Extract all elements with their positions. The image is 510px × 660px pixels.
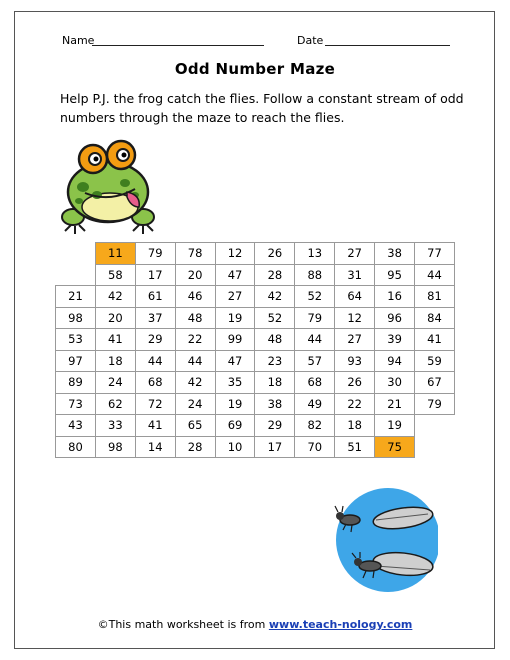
maze-cell: 98 xyxy=(95,436,135,458)
maze-cell: 19 xyxy=(375,415,415,437)
maze-cell: 68 xyxy=(295,372,335,394)
maze-cell: 88 xyxy=(295,264,335,286)
teachnology-link[interactable]: www.teach-nology.com xyxy=(268,618,413,631)
maze-cell: 24 xyxy=(95,372,135,394)
maze-cell: 13 xyxy=(295,243,335,265)
maze-cell: 27 xyxy=(335,329,375,351)
maze-cell: 47 xyxy=(215,350,255,372)
maze-cell: 61 xyxy=(135,286,175,308)
date-field-line[interactable] xyxy=(325,45,450,46)
maze-cell: 52 xyxy=(295,286,335,308)
maze-row xyxy=(56,264,455,286)
maze-cell: 44 xyxy=(295,329,335,351)
maze-cell: 43 xyxy=(56,415,96,437)
maze-cell: 48 xyxy=(255,329,295,351)
maze-cell: 22 xyxy=(175,329,215,351)
frog-icon xyxy=(55,137,165,237)
maze-cell: 18 xyxy=(335,415,375,437)
maze-cell: 96 xyxy=(375,307,415,329)
maze-cell: 26 xyxy=(335,372,375,394)
maze-cell: 22 xyxy=(335,393,375,415)
flies-icon xyxy=(328,484,438,599)
maze-cell: 33 xyxy=(95,415,135,437)
maze-cell: 99 xyxy=(215,329,255,351)
maze-cell: 62 xyxy=(95,393,135,415)
maze-cell: 30 xyxy=(375,372,415,394)
maze-cell: 16 xyxy=(375,286,415,308)
maze-cell: 75 xyxy=(375,436,415,458)
maze-cell xyxy=(415,436,455,458)
maze-cell: 47 xyxy=(215,264,255,286)
maze-cell: 42 xyxy=(255,286,295,308)
maze-cell: 17 xyxy=(255,436,295,458)
maze-cell: 12 xyxy=(215,243,255,265)
maze-cell: 18 xyxy=(255,372,295,394)
maze-cell: 26 xyxy=(255,243,295,265)
maze-cell xyxy=(56,243,96,265)
maze-cell: 20 xyxy=(95,307,135,329)
maze-cell: 49 xyxy=(295,393,335,415)
maze-cell xyxy=(56,264,96,286)
maze-cell: 11 xyxy=(95,243,135,265)
name-label: Name xyxy=(62,34,95,47)
maze-row xyxy=(56,329,455,351)
maze-cell: 52 xyxy=(255,307,295,329)
maze-cell: 44 xyxy=(415,264,455,286)
maze-cell: 95 xyxy=(375,264,415,286)
maze-cell: 77 xyxy=(415,243,455,265)
maze-cell: 41 xyxy=(135,415,175,437)
maze-cell: 41 xyxy=(95,329,135,351)
maze-cell: 98 xyxy=(56,307,96,329)
maze-cell: 53 xyxy=(56,329,96,351)
maze-cell: 58 xyxy=(95,264,135,286)
maze-cell: 37 xyxy=(135,307,175,329)
maze-cell: 65 xyxy=(175,415,215,437)
maze-cell: 64 xyxy=(335,286,375,308)
maze-cell: 27 xyxy=(335,243,375,265)
maze-cell: 31 xyxy=(335,264,375,286)
footer xyxy=(0,618,510,631)
maze-cell: 84 xyxy=(415,307,455,329)
footer-text: ©This math worksheet is from xyxy=(97,618,269,631)
maze-cell: 42 xyxy=(95,286,135,308)
maze-row xyxy=(56,372,455,394)
maze-row xyxy=(56,307,455,329)
maze-cell: 14 xyxy=(135,436,175,458)
maze-cell: 79 xyxy=(415,393,455,415)
maze-cell: 44 xyxy=(175,350,215,372)
page-title: Odd Number Maze xyxy=(174,60,336,78)
maze-cell: 72 xyxy=(135,393,175,415)
maze-cell: 28 xyxy=(175,436,215,458)
instructions: Help P.J. the frog catch the flies. Follow a constant stream of odd numbers through the maze to reach the flies. xyxy=(60,91,464,125)
maze-row xyxy=(56,436,455,458)
maze-cell: 79 xyxy=(295,307,335,329)
date-label: Date xyxy=(297,34,324,47)
maze-row xyxy=(56,243,455,265)
maze-cell: 79 xyxy=(135,243,175,265)
maze-cell: 35 xyxy=(215,372,255,394)
maze-cell: 20 xyxy=(175,264,215,286)
maze-cell: 73 xyxy=(56,393,96,415)
maze-cell: 12 xyxy=(335,307,375,329)
maze-cell: 67 xyxy=(415,372,455,394)
maze-cell: 38 xyxy=(375,243,415,265)
maze-cell: 93 xyxy=(335,350,375,372)
maze-cell: 82 xyxy=(295,415,335,437)
maze-cell: 68 xyxy=(135,372,175,394)
maze-cell: 97 xyxy=(56,350,96,372)
maze-cell xyxy=(415,415,455,437)
maze-cell: 29 xyxy=(135,329,175,351)
maze-cell: 94 xyxy=(375,350,415,372)
maze-cell: 19 xyxy=(215,393,255,415)
maze-cell: 38 xyxy=(255,393,295,415)
maze-cell: 51 xyxy=(335,436,375,458)
maze-cell: 69 xyxy=(215,415,255,437)
maze-cell: 27 xyxy=(215,286,255,308)
maze-cell: 18 xyxy=(95,350,135,372)
maze-cell: 17 xyxy=(135,264,175,286)
maze-cell: 23 xyxy=(255,350,295,372)
maze-cell: 29 xyxy=(255,415,295,437)
maze-cell: 42 xyxy=(175,372,215,394)
maze-cell: 21 xyxy=(375,393,415,415)
maze-cell: 10 xyxy=(215,436,255,458)
maze-grid xyxy=(55,242,455,458)
maze-cell: 21 xyxy=(56,286,96,308)
maze-cell: 59 xyxy=(415,350,455,372)
maze-cell: 19 xyxy=(215,307,255,329)
maze-cell: 48 xyxy=(175,307,215,329)
maze-cell: 39 xyxy=(375,329,415,351)
name-field-line[interactable] xyxy=(92,45,264,46)
maze-cell: 70 xyxy=(295,436,335,458)
maze-cell: 28 xyxy=(255,264,295,286)
maze-row xyxy=(56,286,455,308)
maze-row xyxy=(56,415,455,437)
maze-cell: 57 xyxy=(295,350,335,372)
maze-cell: 81 xyxy=(415,286,455,308)
maze-cell: 89 xyxy=(56,372,96,394)
maze-cell: 46 xyxy=(175,286,215,308)
maze-cell: 24 xyxy=(175,393,215,415)
maze-cell: 78 xyxy=(175,243,215,265)
maze-cell: 44 xyxy=(135,350,175,372)
maze-row xyxy=(56,393,455,415)
maze-row xyxy=(56,350,455,372)
maze-cell: 80 xyxy=(56,436,96,458)
maze-cell: 41 xyxy=(415,329,455,351)
